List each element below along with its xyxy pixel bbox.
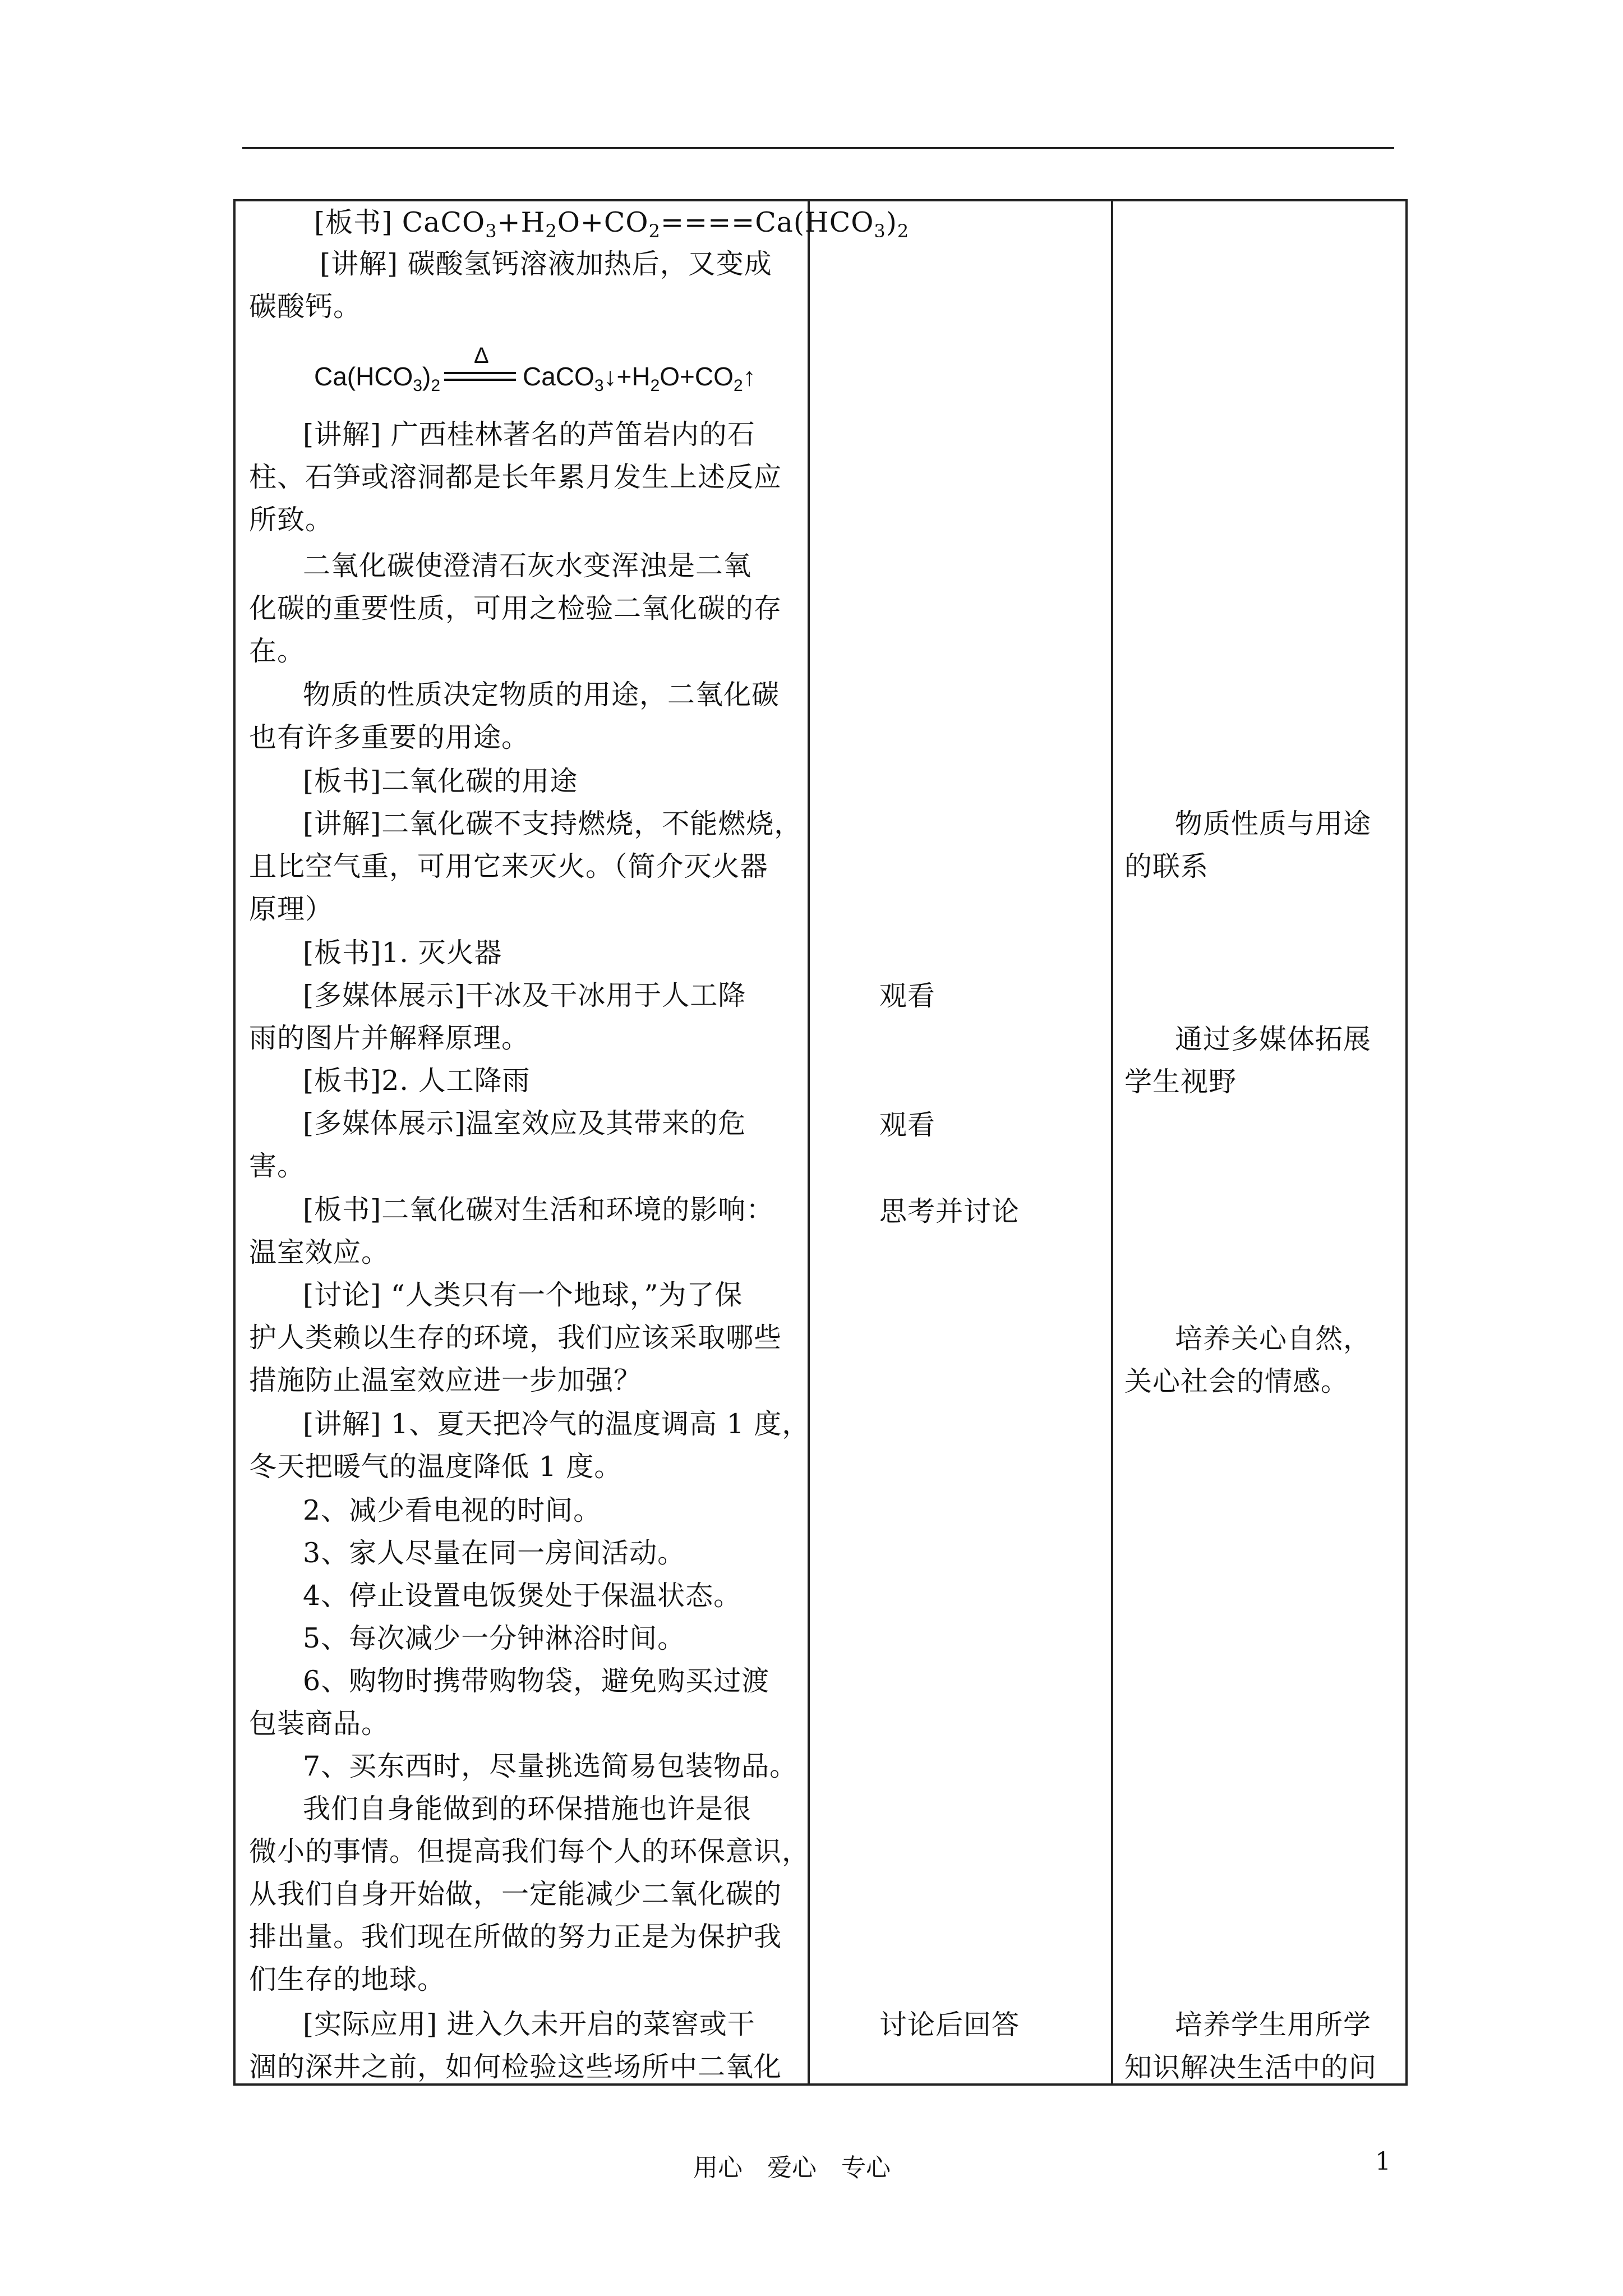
design-intent-text: 的联系 [1124,850,1209,882]
paragraph-line: [板书]二氧化碳对生活和环境的影响： [303,1194,774,1226]
paragraph-line: 排出量。我们现在所做的努力正是为保护我 [249,1921,782,1953]
paragraph-line: [多媒体展示]温室效应及其带来的危 [303,1107,746,1139]
paragraph-line: [多媒体展示]干冰及干冰用于人工降 [303,979,746,1011]
heat-condition: Δ [474,343,489,368]
svg-text:CaCO3↓+H2O+CO2↑: $CaCO_3↓+H_2O+CO_2↑$ [523,362,756,395]
header-rule [242,147,1394,149]
paragraph-line: [讲解] 碳酸氢钙溶液加热后，又变成 [320,248,772,280]
design-intent-text: 通过多媒体拓展 [1175,1023,1372,1055]
student-activity-text: 观看 [879,1109,936,1141]
design-intent-text: 培养学生用所学 [1175,2009,1372,2041]
paragraph-line: 柱、石笋或溶洞都是长年累月发生上述反应 [249,461,782,493]
paragraph-line: 7、买东西时，尽量挑选简易包装物品。 [303,1750,798,1782]
paragraph-line: 3、家人尽量在同一房间活动。 [303,1537,686,1569]
paragraph-line: 害。 [249,1150,306,1182]
paragraph-line: 措施防止温室效应进一步加强？ [249,1364,642,1396]
paragraph-line: 原理） [249,893,334,925]
student-activity-text: 讨论后回答 [879,2009,1020,2041]
design-intent-text: 物质性质与用途 [1175,808,1372,840]
design-intent-text: 知识解决生活中的问 [1124,2051,1377,2083]
paragraph-line: 我们自身能做到的环保措施也许是很 [303,1793,752,1825]
svg-text:Ca(HCO3)2: $Ca(HCO_3)_2$ [314,362,441,395]
paragraph-line: 也有许多重要的用途。 [249,721,530,753]
paragraph-line: 4、停止设置电饭煲处于保温状态。 [303,1580,742,1612]
design-intent-column [1113,201,1405,2083]
student-activity-text: 观看 [879,980,936,1012]
paragraph-line: 包装商品。 [249,1708,390,1740]
lesson-plan-table [233,199,1408,2086]
design-intent-text: 学生视野 [1124,1066,1237,1098]
paragraph-line: 冬天把暖气的温度降低 1 度。 [249,1451,623,1483]
paragraph-line: [实际应用] 进入久未开启的菜窖或干 [303,2008,755,2040]
paragraph-line: 且比空气重，可用它来灭火。（简介灭火器 [249,850,768,882]
paragraph-line: [板书]1. 灭火器 [303,937,502,969]
paragraph-line: 温室效应。 [249,1236,390,1268]
paragraph-line: 2、减少看电视的时间。 [303,1494,602,1526]
paragraph-line: [讨论] “人类只有一个地球，”为了保 [303,1279,743,1311]
paragraph-line: 们生存的地球。 [249,1963,446,1995]
paragraph-line: [讲解] 广西桂林著名的芦笛岩内的石 [303,418,755,450]
student-activity-text: 思考并讨论 [879,1195,1020,1227]
paragraph-line: 所致。 [249,504,334,536]
paragraph-line: 涸的深井之前，如何检验这些场所中二氧化 [249,2051,782,2083]
paragraph-line: 微小的事情。但提高我们每个人的环保意识， [249,1835,810,1867]
paragraph-line: 在。 [249,635,306,667]
decomposition-equation [314,341,774,402]
paragraph-line: 5、每次减少一分钟淋浴时间。 [303,1622,686,1654]
student-activity-column [810,201,1111,2083]
paragraph-line: [讲解]二氧化碳不支持燃烧，不能燃烧， [303,808,803,840]
design-intent-text: 培养关心自然， [1175,1323,1372,1355]
page-number: 1 [1375,2147,1391,2176]
paragraph-line: 化碳的重要性质，可用之检验二氧化碳的存 [249,592,782,624]
paragraph-line: 雨的图片并解释原理。 [249,1022,530,1054]
paragraph-line: [讲解] 1、夏天把冷气的温度调高 1 度， [303,1408,810,1440]
paragraph-line: 6、购物时携带购物袋，避免购买过渡 [303,1665,770,1697]
paragraph-line: 物质的性质决定物质的用途，二氧化碳 [303,679,780,711]
paragraph-line: 碳酸钙。 [249,291,362,323]
paragraph-line: 从我们自身开始做，一定能减少二氧化碳的 [249,1878,782,1910]
paragraph-line: [板书]二氧化碳的用途 [303,765,578,797]
board-note-line: [板书] $CaCO_3+H_2O+CO_2====Ca(HCO_3)_2$ [314,206,910,242]
design-intent-text: 关心社会的情感。 [1124,1365,1349,1397]
paragraph-line: [板书]2. 人工降雨 [303,1065,531,1097]
footer-motto: 用心 爱心 专心 [693,2154,891,2182]
paragraph-line: 护人类赖以生存的环境，我们应该采取哪些 [249,1322,782,1354]
paragraph-line: 二氧化碳使澄清石灰水变浑浊是二氧 [303,550,752,582]
